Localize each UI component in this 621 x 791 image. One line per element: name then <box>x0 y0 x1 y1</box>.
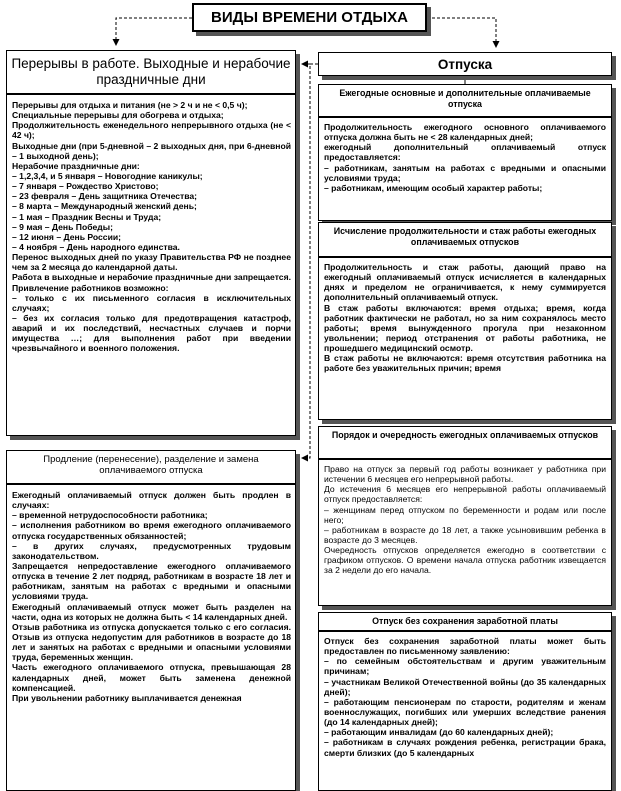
text-line: – исполнения работником во время ежегодного оплачиваемого отпуска государственных обязанностей; <box>12 520 291 541</box>
holiday-item: – 23 февраля – День защитника Отечества; <box>12 191 198 202</box>
text-line: В стаж работы не включаются: время отсутствия работника на работе без уважительных причин; время <box>324 353 606 374</box>
text-line: Специальные перерывы для обогрева и отдыха; <box>12 110 224 121</box>
text-line: – в других случаях, предусмотренных трудовым законодательством. <box>12 540 291 561</box>
text-line: Очередность отпусков определяется ежегодно в соответствии с графиком отпусков. О времени начала отпуска работник извещается за 2 недели до его начала. <box>324 545 606 576</box>
text-line: – работающим инвалидам (до 60 календарных дней); <box>324 727 554 738</box>
vacations-heading: Отпуска <box>318 52 612 76</box>
calculation-body <box>318 257 612 420</box>
text-line: При увольнении работнику выплачивается денежная <box>12 692 242 703</box>
text-line: Продолжительность и стаж работы, дающий право на ежегодный оплачиваемый отпуск исчисляется в календарных днях и пределом не ограничивается, к нему суммируется дополнительный оплачиваемый отпуск. <box>324 262 606 303</box>
text-line: В стаж работы включаются: время отдыха; время, когда работник фактически не работал, но за ним сохранялось место работы; время вынужденного прогула при незаконном увольнении; период отстранения от работы работника, не прошедшего медицинский осмотр. <box>324 302 606 354</box>
text-line: – участникам Великой Отечественной войны (до 35 календарных дней); <box>324 676 606 697</box>
annual-leave-body <box>318 117 612 221</box>
text-line: – без их согласия только для предотвращения катастроф, аварий и их последствий, несчастных случаев и порчи имущества …; для выполнения работ при введении чрезвычайного и военного положения. <box>12 312 291 354</box>
text-line: Ежегодный оплачиваемый отпуск должен быть продлен в случаях: <box>12 490 291 511</box>
text-line: Продолжительность ежегодного основного оплачиваемого отпуска должна быть не < 28 календарных дней; <box>324 122 606 143</box>
holiday-item: – 1 мая – Праздник Весны и Труда; <box>12 211 162 222</box>
order-heading: Порядок и очередность ежегодных оплачиваемых отпусков <box>318 426 612 459</box>
holiday-item: – 7 января – Рождество Христово; <box>12 181 159 192</box>
text-line: – временной нетрудоспособности работника; <box>12 510 208 521</box>
text-line: Перерывы для отдыха и питания (не > 2 ч и не < 0,5 ч); <box>12 100 248 110</box>
text-line: – работникам, занятым на работах с вредными и опасными условиями труда; <box>324 162 606 183</box>
text-line: – работникам, имеющим особый характер работы; <box>324 182 543 193</box>
order-body <box>318 459 612 606</box>
annual-leave-heading: Ежегодные основные и дополнительные оплачиваемые отпуска <box>318 84 612 117</box>
text-line: Нерабочие праздничные дни: <box>12 160 140 171</box>
text-line: – работающим пенсионерам по старости, родителям и женам военнослужащих, погибших или умерших вследствие ранения (до 14 календарных дней); <box>324 696 606 728</box>
unpaid-leave-heading: Отпуск без сохранения заработной платы <box>318 612 612 631</box>
text-line: До истечения 6 месяцев его непрерывной работы оплачиваемый отпуск предоставляется: <box>324 484 606 505</box>
text-line: ежегодный дополнительный оплачиваемый отпуск предоставляется: <box>324 142 606 163</box>
text-line: – по семейным обстоятельствам и другим уважительным причинам; <box>324 656 606 677</box>
text-line: Отзыв работника из отпуска допускается только с его согласия. Отзыв из отпуска недопустим для работников в возрасте до 18 лет и занятых на работах с вредными и опасными условиями труда, беременных женщин. <box>12 621 291 663</box>
unpaid-leave-body <box>318 631 612 791</box>
text-line: Продолжительность еженедельного непрерывного отдыха (не < 42 ч); <box>12 120 291 141</box>
text-line: Работа в выходные и нерабочие праздничные дни запрещается. Привлечение работников возможно: <box>12 272 291 293</box>
calculation-heading: Исчисление продолжительности и стаж работы ежегодных оплачиваемых отпусков <box>318 222 612 257</box>
holiday-item: – 9 мая – День Победы; <box>12 221 113 232</box>
text-line: – работникам в случаях рождения ребенка, регистрации брака, смерти близких (до 5 календарных <box>324 737 606 758</box>
text-line: – женщинам перед отпуском по беременности и родам или после него; <box>324 504 606 525</box>
diagram-title: ВИДЫ ВРЕМЕНИ ОТДЫХА <box>192 3 427 32</box>
text-line: Перенос выходных дней по указу Правительства РФ не позднее чем за 2 месяца до календарной даты. <box>12 252 291 273</box>
text-line: Отпуск без сохранения заработной платы может быть предоставлен по письменному заявлению: <box>324 636 606 657</box>
text-line: Выходные дни (при 5-дневной – 2 выходных дня, при 6-дневной – 1 выходной день); <box>12 140 291 161</box>
holiday-item: – 4 ноября – День народного единства. <box>12 241 180 252</box>
text-line: Запрещается непредоставление ежегодного оплачиваемого отпуска в течение 2 лет подряд, работникам в возрасте 18 лет и работникам, занятым на работах с вредными и опасными условиями труда. <box>12 560 291 602</box>
text-line: – только с их письменного согласия в исключительных случаях; <box>12 292 291 313</box>
holiday-item: – 12 июня – День России; <box>12 231 122 242</box>
holiday-item: – 1,2,3,4, и 5 января – Новогодние каникулы; <box>12 170 203 181</box>
text-line: – работникам в возрасте до 18 лет, а также усыновившим ребенка в возрасте до 3 месяцев. <box>324 524 606 545</box>
extension-heading: Продление (перенесение), разделение и замена оплачиваемого отпуска <box>6 450 296 484</box>
text-line: Часть ежегодного оплачиваемого отпуска, превышающая 28 календарных дней, может быть заменена денежной компенсацией. <box>12 662 291 693</box>
text-line: Право на отпуск за первый год работы возникает у работника при истечении 6 месяцев его непрерывной работы. <box>324 464 606 485</box>
text-line: Ежегодный оплачиваемый отпуск может быть разделен на части, одна из которых не должна быть < 14 календарных дней. <box>12 601 291 622</box>
breaks-weekends-body <box>6 94 296 436</box>
extension-body <box>6 484 296 791</box>
holiday-item: – 8 марта – Международный женский день; <box>12 201 197 212</box>
breaks-weekends-heading: Перерывы в работе. Выходные и нерабочие праздничные дни <box>6 50 296 94</box>
